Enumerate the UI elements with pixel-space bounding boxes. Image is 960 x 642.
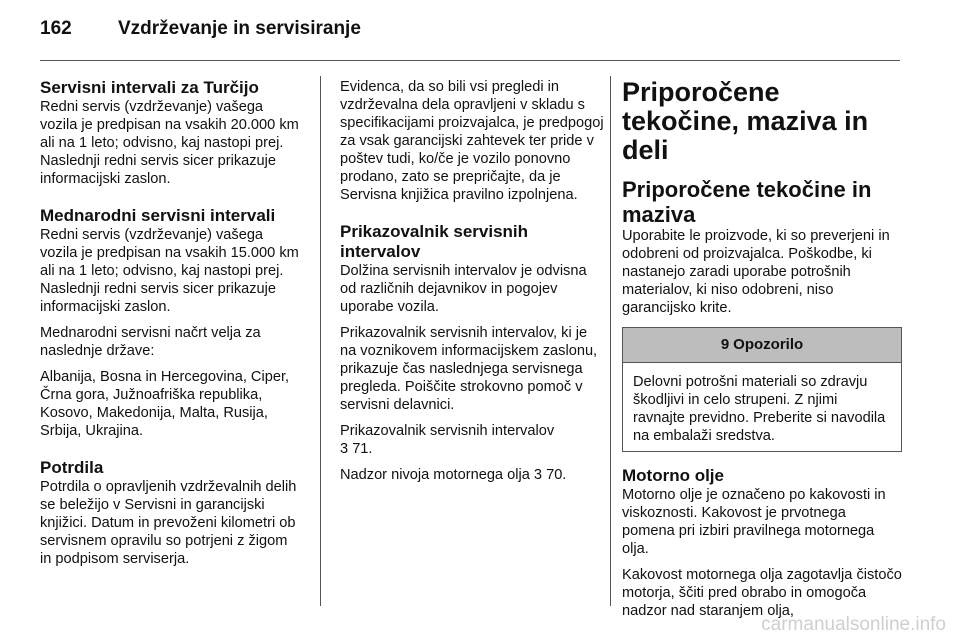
cross-reference-page: 71. xyxy=(352,441,373,457)
page-title: Vzdrževanje in servisiranje xyxy=(118,18,361,39)
paragraph-evidenca: Evidenca, da so bili vsi pregledi in vzdrževalna dela opravljeni v skladu s specifikacijami proizvajalca, je predpogoj za vsak garancijski zahtevek ter pride v poštev tudi, ko/če je vozilo ponovno prodano, zato se prepričajte, da je Servisna knjižica pravilno izpolnjena. xyxy=(340,79,604,203)
header-rule xyxy=(40,60,900,61)
column-2 xyxy=(340,78,604,492)
paragraph-olje-2: Kakovost motornega olja zagotavlja čistočo motorja, ščiti pred obrabo in omogoča nadzor nad staranjem olja, xyxy=(622,567,902,619)
cross-reference-page: 70. xyxy=(546,467,567,483)
heading-prikazovalnik: Prikazovalnik servisnih intervalov xyxy=(340,222,529,261)
paragraph-prikazovalnik: Prikazovalnik servisnih intervalov, ki je na voznikovem informacijskem zaslonu, prikazuje čas naslednjega servisnega pregleda. Poiščite strokovno pomoč v servisni delavnici. xyxy=(340,325,598,413)
heading-priporocene-tekocine-maziva-deli: Priporočene tekočine, maziva in deli xyxy=(622,77,869,165)
paragraph-drzave: Albanija, Bosna in Hercegovina, Ciper, Črna gora, Južnoafriška republika, Kosovo, Makedonija, Malta, Rusija, Srbija, Ukrajina. xyxy=(40,369,290,439)
cross-reference-text: Nadzor nivoja motornega olja xyxy=(340,467,530,483)
paragraph-turcija: Redni servis (vzdrževanje) vašega vozila je predpisan na vsakih 20.000 km ali na 1 leto; odvisno, kaj nastopi prej. Naslednji redni servis sicer prikazuje informacijski zaslon. xyxy=(40,99,299,187)
page-number: 162 xyxy=(40,18,72,39)
column-1 xyxy=(40,78,302,576)
cross-reference-nadzor-olja[interactable] xyxy=(340,466,604,484)
warning-header xyxy=(623,328,901,363)
heading-servisni-intervali-turcija: Servisni intervali za Turčijo xyxy=(40,78,259,97)
heading-priporocene-tekocine-maziva: Priporočene tekočine in maziva xyxy=(622,177,872,227)
cross-reference-prikazovalnik[interactable] xyxy=(340,422,604,458)
heading-potrdila: Potrdila xyxy=(40,458,104,477)
page-header xyxy=(40,18,361,40)
paragraph-mednarodni: Redni servis (vzdrževanje) vašega vozila je predpisan na vsakih 15.000 km ali na 1 leto; odvisno, kaj nastopi prej. Naslednji redni servis sicer prikazuje informacijski zaslon. xyxy=(40,227,299,315)
paragraph-dolzina: Dolžina servisnih intervalov je odvisna od različnih dejavnikov in pogojev uporabe vozila. xyxy=(340,263,587,315)
cross-reference-text: Prikazovalnik servisnih intervalov xyxy=(340,423,555,439)
paragraph-uporabite: Uporabite le proizvode, ki so preverjeni in odobreni od proizvajalca. Poškodbe, ki nastanejo zaradi uporabe potrošnih materialov, ki niso odobreni, niso garancijsko krite. xyxy=(622,228,890,316)
paragraph-nacrt: Mednarodni servisni načrt velja za naslednje države: xyxy=(40,325,261,359)
column-divider-1 xyxy=(320,76,321,606)
heading-mednarodni-intervali: Mednarodni servisni intervali xyxy=(40,206,276,225)
column-3 xyxy=(622,78,902,628)
page-arrow-icon: 3 xyxy=(533,467,543,483)
warning-box xyxy=(622,327,902,452)
warning-body: Delovni potrošni materiali so zdravju škodljivi in celo strupeni. Z njimi ravnajte previdno. Preberite si navodila na embalaži sredstva. xyxy=(633,374,886,444)
column-divider-2 xyxy=(610,76,611,606)
paragraph-olje-1: Motorno olje je označeno po kakovosti in viskoznosti. Kakovost je prvotnega pomena pri izbiri pravilnega motornega olja. xyxy=(622,487,886,557)
paragraph-potrdila: Potrdila o opravljenih vzdrževalnih delih se beležijo v Servisni in garancijski knjižici. Datum in prevoženi kilometri ob servisnem opravilu so potrjeni z žigom in podpisom serviserja. xyxy=(40,479,297,567)
warning-icon: 9 xyxy=(720,336,730,353)
watermark: carmanualsonline.info xyxy=(761,614,946,635)
warning-title: Opozorilo xyxy=(733,336,804,353)
page-arrow-icon: 3 xyxy=(340,441,349,457)
heading-motorno-olje: Motorno olje xyxy=(622,466,724,485)
